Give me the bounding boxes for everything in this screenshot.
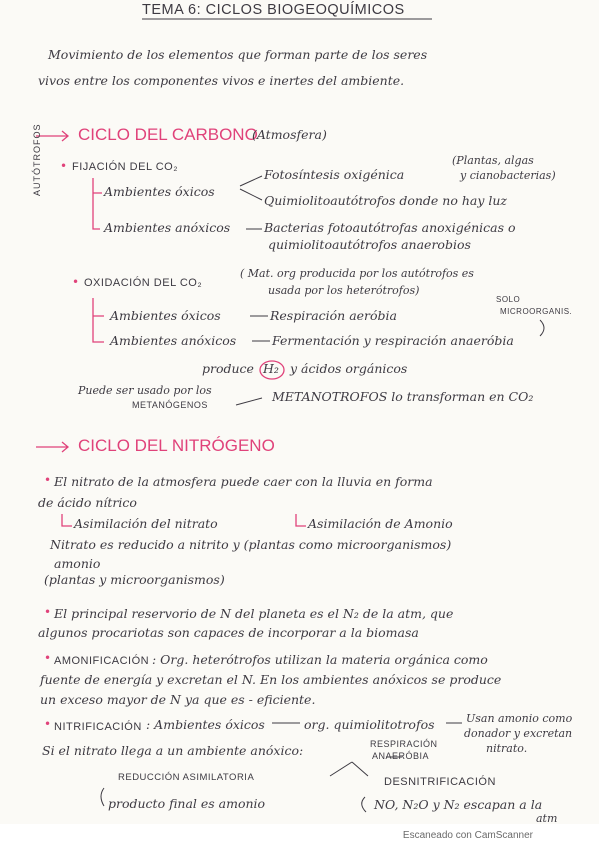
solo-label: SOLO (496, 295, 521, 304)
arrow-nitrogeno (36, 442, 68, 452)
bullet-icon: • (60, 159, 68, 173)
carbono-heading: CICLO DEL CARBONO (78, 125, 258, 144)
scanner-watermark-text: Escaneado con CamScanner (402, 830, 533, 841)
nitrogeno-p2-line-2: amonio (54, 556, 101, 571)
escapan-line-2: atm (536, 812, 558, 824)
carbono-heading-note: (Atmosfera) (252, 127, 327, 142)
arrow-escapan (362, 797, 366, 812)
intro-line-2: vivos entre los componentes vivos e inertes del ambiente. (38, 73, 405, 88)
usan-amonio-3: nitrato. (486, 742, 528, 755)
bacterias-line-2: quimiolitoautótrofos anaerobios (268, 237, 471, 252)
oxidacion-note-1: ( Mat. org producida por los autótrofos es (240, 267, 474, 280)
amonificacion-title: AMONIFICACIÓN (54, 655, 150, 667)
nitrificacion-oxicos: : Ambientes óxicos (146, 717, 265, 732)
oxidacion-note-2: usada por los heterótrofos) (268, 284, 420, 297)
desnitrificacion-label: DESNITRIFICACIÓN (384, 776, 496, 788)
nitrogeno-heading: CICLO DEL NITRÓGENO (78, 436, 275, 455)
metanotrofos-label: METANOTROFOS lo transforman en CO₂ (272, 389, 534, 404)
fotosintesis-note-1: (Plantas, algas (452, 154, 534, 167)
intro-line-1: Movimiento de los elementos que forman parte de los seres (48, 47, 428, 62)
fotosintesis-label: Fotosíntesis oxigénica (264, 167, 405, 182)
bullet-icon: • (72, 275, 80, 289)
bacterias-line-1: Bacterias fotoautótrofas anoxigénicas o (264, 220, 516, 235)
bracket-oxidacion (93, 298, 104, 342)
nitrato-anoxico: Si el nitrato llega a un ambiente anóxico: (42, 743, 304, 758)
oxidacion-anoxicos: Ambientes anóxicos (110, 333, 237, 348)
nitrificacion-title: NITRIFICACIÓN (54, 721, 142, 733)
usan-amonio-1: Usan amonio como (466, 712, 573, 725)
nitrogeno-p1-line-1: El nitrato de la atmosfera puede caer con la lluvia en forma (54, 474, 433, 489)
nitrificacion-quimio: org. quimiolitotrofos (304, 717, 435, 732)
nitrogeno-p4-line-1: : Org. heterótrofos utilizan la materia orgánica como (152, 652, 488, 667)
acidos-organicos: y ácidos orgánicos (290, 361, 408, 376)
bullet-icon: • (44, 651, 52, 665)
arrow-producto (101, 788, 104, 806)
producto-final: producto final es amonio (108, 796, 266, 811)
asimilacion-nitrato: Asimilación del nitrato (74, 516, 218, 531)
arrow-branch-reduccion (330, 762, 368, 776)
anaerobia-label: ANAERÓBIA (372, 751, 430, 761)
asimilacion-amonio: Asimilación de Amonio (308, 516, 453, 531)
respiracion-aerobia: Respiración aeróbia (270, 308, 398, 323)
bullet-icon: • (44, 717, 52, 731)
page-title: TEMA 6: CICLOS BIOGEOQUÍMICOS (142, 2, 405, 18)
oxidacion-title: OXIDACIÓN DEL CO₂ (84, 277, 203, 289)
arrow-solo-curve (540, 320, 544, 336)
scanner-footer (0, 824, 599, 848)
usado-line-1: Puede ser usado por los (78, 384, 212, 397)
fotosintesis-note-2: y cianobacterias) (460, 169, 556, 182)
bullet-icon: • (44, 605, 52, 619)
bracket-fijacion (93, 178, 102, 229)
nitrogeno-p4-line-3: un exceso mayor de N ya que es - eficiente. (40, 692, 316, 707)
fijacion-oxicos: Ambientes óxicos (104, 184, 215, 199)
nitrogeno-p4-line-2: fuente de energía y excretan el N. En los ambientes anóxicos se produce (40, 672, 502, 687)
bullet-icon: • (44, 473, 52, 487)
arrow-oxicos-branch (240, 176, 262, 200)
quimio-label: Quimiolitoautótrofos donde no hay luz (264, 193, 508, 208)
usan-amonio-2: donador y excretan (464, 727, 573, 740)
nitrogeno-p2-line-1: Nitrato es reducido a nitrito y (plantas como microorganismos) (50, 537, 452, 552)
h2-label: H₂ (263, 361, 279, 376)
respiracion-label: RESPIRACIÓN (370, 739, 438, 749)
microorganis-label: MICROORGANIS. (500, 307, 573, 316)
fermentacion-label: Fermentación y respiración anaeróbia (272, 333, 514, 348)
fijacion-title: FIJACIÓN DEL CO₂ (72, 161, 178, 173)
fijacion-anoxicos: Ambientes anóxicos (104, 220, 231, 235)
escapan-line-1: NO, N₂O y N₂ escapan a la (374, 797, 543, 812)
nitrogeno-p1-line-2: de ácido nítrico (38, 495, 137, 510)
reduccion-asimilatoria: REDUCCIÓN ASIMILATORIA (118, 772, 255, 783)
arrow-metanogenos (236, 398, 262, 405)
nitrogeno-p2-line-3: (plantas y microorganismos) (44, 572, 225, 587)
nitrogeno-p3-line-1: El principal reservorio de N del planeta es el N₂ de la atm, que (54, 606, 454, 621)
produce-label: produce (202, 361, 254, 376)
autotrofos-vertical-label: AUTÓTROFOS (32, 123, 42, 196)
oxidacion-oxicos: Ambientes óxicos (110, 308, 221, 323)
nitrogeno-p3-line-2: algunos procariotas son capaces de incorporar a la biomasa (38, 625, 419, 640)
metanogenos-label: METANÓGENOS (132, 400, 208, 410)
